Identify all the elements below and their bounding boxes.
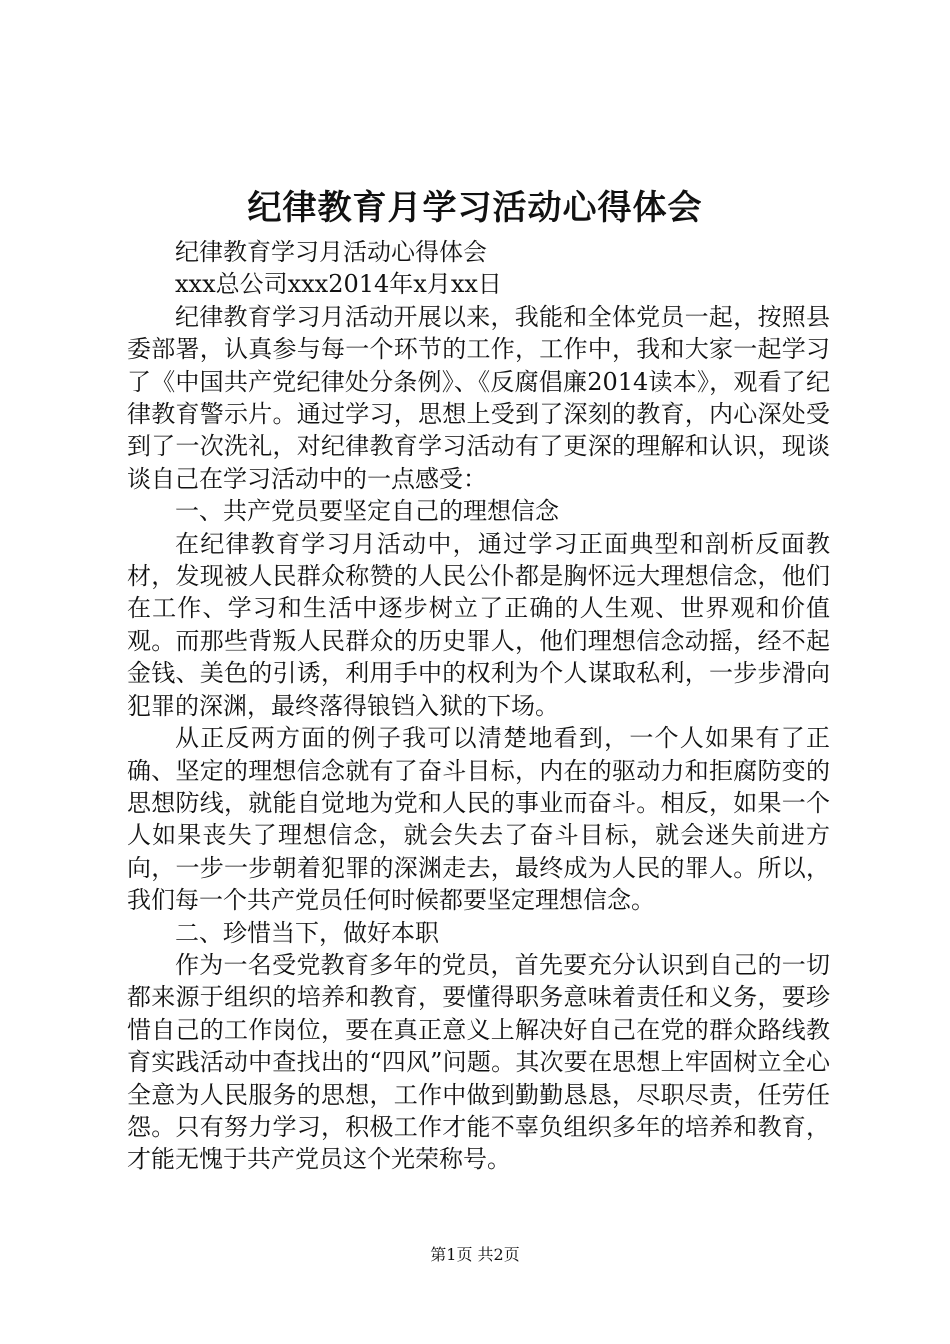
section-heading-2: 二、珍惜当下，做好本职 <box>175 918 439 947</box>
body-paragraph-3: 作为一名受党教育多年的党员，首先要充分认识到自己的一切都来源于组织的培养和教育，要懂得职务意味着责任和义务，要珍惜自己的工作岗位，要在真正意义上解决好自己在党的群众路线教育实践活动中查找出的“四风”问题。其次要在思想上牢固树立全心全意为人民服务的思想，工作中做到勤勤恳恳，尽职尽责，任劳任怨。只有努力学习，积极工作才能不辜负组织多年的培养和教育，才能无愧于共产党员这个光荣称号。 <box>127 950 830 1174</box>
body-paragraph-intro: 纪律教育学习月活动开展以来，我能和全体党员一起，按照县委部署，认真参与每一个环节的工作，工作中，我和大家一起学习了《中国共产党纪律处分条例》、《反腐倡廉2014读本》，观看了纪律教育警示片。通过学习，思想上受到了深刻的教育，内心深处受到了一次洗礼，对纪律教育学习活动有了更深的理解和认识，现谈谈自己在学习活动中的一点感受： <box>127 302 830 493</box>
page-footer: 第1页 共2页 <box>430 1245 520 1264</box>
subtitle-paragraph: 纪律教育学习月活动心得体会 <box>175 238 487 266</box>
section-heading-1: 一、共产党员要坚定自己的理想信念 <box>175 497 559 526</box>
document-body <box>127 236 830 1176</box>
body-paragraph-1: 在纪律教育学习月活动中，通过学习正面典型和剖析反面教材，发现被人民群众称赞的人民公仆都是胸怀远大理想信念，他们在工作、学习和生活中逐步树立了正确的人生观、世界观和价值观。而那些背叛人民群众的历史罪人，他们理想信念动摇，经不起金钱、美色的引诱，利用手中的权利为个人谋取私利，一步步滑向犯罪的深渊，最终落得锒铛入狱的下场。 <box>127 529 830 720</box>
author-date-line: xxx总公司xxx2014年x月xx日 <box>175 270 502 299</box>
body-paragraph-2: 从正反两方面的例子我可以清楚地看到，一个人如果有了正确、坚定的理想信念就有了奋斗目标，内在的驱动力和拒腐防变的思想防线，就能自觉地为党和人民的事业而奋斗。相反，如果一个人如果丧失了理想信念，就会失去了奋斗目标，就会迷失前进方向，一步一步朝着犯罪的深渊走去，最终成为人民的罪人。所以，我们每一个共产党员任何时候都要坚定理想信念。 <box>127 724 830 915</box>
document-title: 纪律教育月学习活动心得体会 <box>247 188 703 228</box>
